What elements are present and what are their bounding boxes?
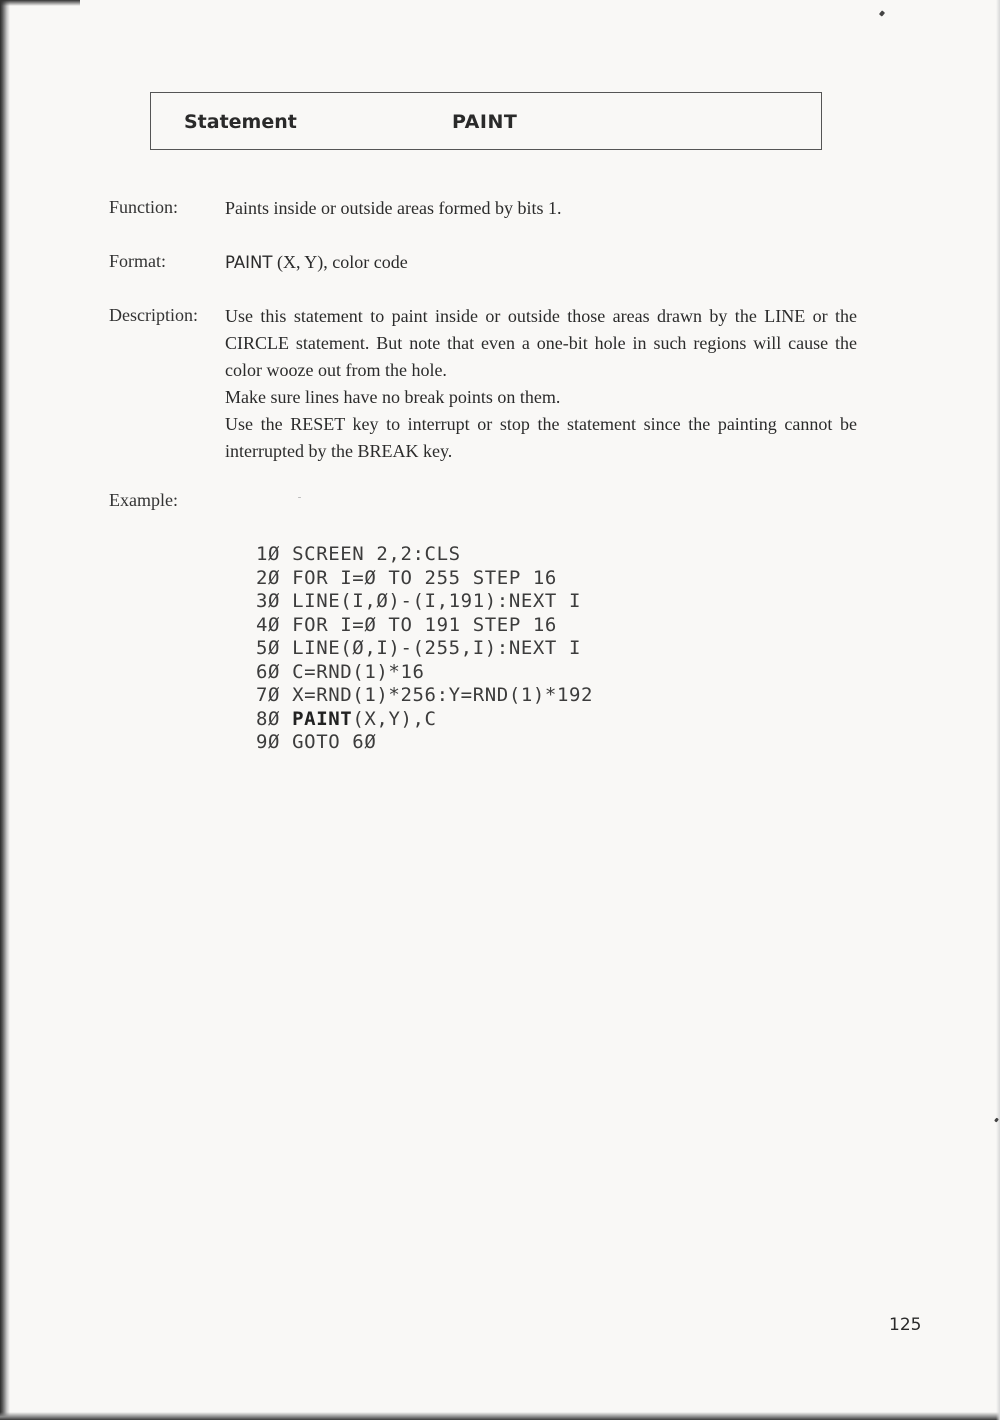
statement-name: PAINT [452,111,518,133]
code-line: 4Ø FOR I=Ø TO 191 STEP 16 [256,613,557,636]
code-line: 6Ø C=RND(1)*16 [256,660,425,683]
description-paragraph: Use this statement to paint inside or outside those areas drawn by the LINE or the CIRCLE statement. But note that even a one-bit hole in such regions will cause the color wooze out from the hole. [225,306,857,380]
code-line: 2Ø FOR I=Ø TO 255 STEP 16 [256,566,557,589]
description-paragraph: Make sure lines have no break points on them. [225,387,561,407]
code-line: 3Ø LINE(I,Ø)-(I,191):NEXT I [256,590,582,612]
format-text [225,249,857,276]
function-text [225,195,857,222]
scan-speck [879,10,885,16]
description-paragraph: Use the RESET key to interrupt or stop the statement since the painting cannot be interrupted by the BREAK key. [225,414,857,461]
function-term: Function: [109,197,179,217]
scan-edge-top [0,0,80,6]
format-term: Format: [109,251,166,271]
paint-keyword: PAINT [292,707,353,730]
scan-speck [298,497,301,498]
example-term: Example: [109,490,178,510]
format-arguments: (X, Y), color code [272,252,408,272]
scan-edge-left [0,0,10,1420]
description-term: Description: [109,305,198,325]
scan-edge-right [996,0,1000,1420]
statement-header-box [150,92,822,150]
code-line: 9Ø GOTO 6Ø [256,731,377,753]
code-line: 8Ø PAINT(X,Y),C [256,707,437,730]
function-paragraph: Paints inside or outside areas formed by bits 1. [225,198,562,218]
statement-label: Statement [184,111,297,133]
code-line: 7Ø X=RND(1)*256:Y=RND(1)*192 [256,684,594,706]
page-number: 125 [889,1315,922,1335]
scan-edge-bottom [0,1412,1000,1420]
code-line: 5Ø LINE(Ø,I)-(255,I):NEXT I [256,637,582,659]
example-code-listing [256,543,593,755]
code-line: 1Ø SCREEN 2,2:CLS [256,543,461,565]
description-text [225,303,857,465]
format-keyword: PAINT [225,253,273,272]
